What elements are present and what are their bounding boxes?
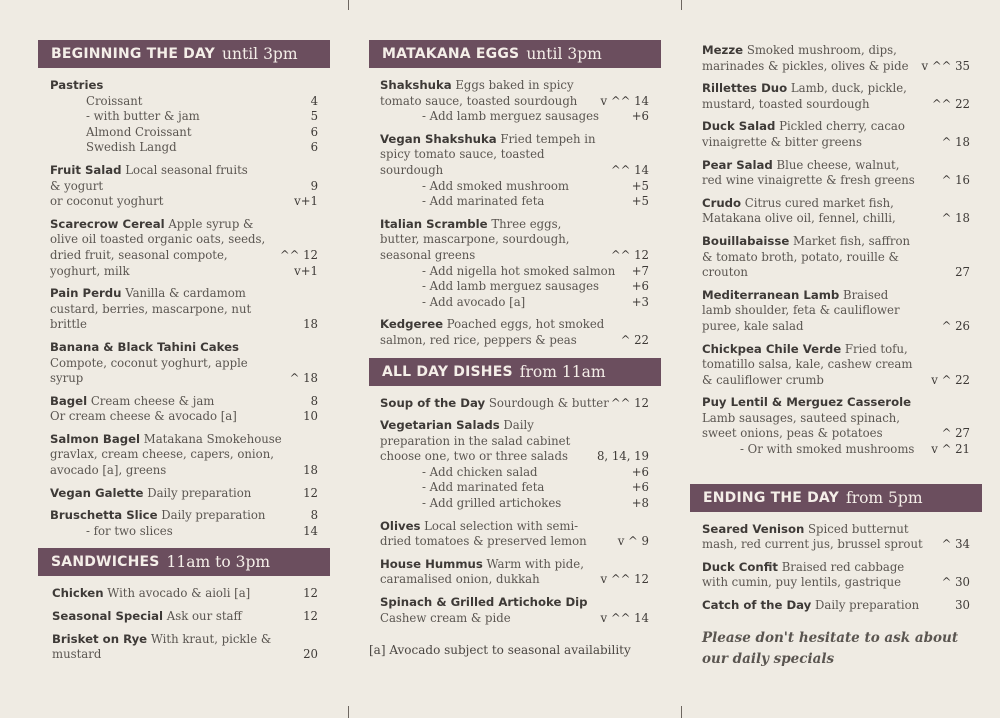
closing-line-2: our daily specials: [702, 650, 835, 667]
menu-item-olives: Olives Local selection with semi- dried tomatoes & preserved lemon v ^ 9: [380, 518, 649, 549]
section-subtitle: 11am to 3pm: [166, 553, 271, 572]
section-title: ALL DAY DISHES: [382, 363, 513, 380]
menu-item-bagel: Bagel Cream cheese & jam 8 Or cream cheese & avocado [a] 10: [50, 393, 318, 424]
menu-item-fruit-salad: Fruit Salad Local seasonal fruits & yogurt 9 or coconut yoghurt v+1: [50, 162, 318, 209]
fold-mark-bottom-left: [348, 706, 349, 718]
menu-item-chicken-sandwich: Chicken With avocado & aioli [a] 12: [52, 586, 318, 601]
section-header-ending-the-day: [690, 484, 982, 512]
section-header-sandwiches: [38, 548, 330, 576]
menu-column-1: [38, 40, 330, 663]
section-title: SANDWICHES: [51, 554, 160, 571]
section-subtitle: until 3pm: [526, 45, 602, 63]
menu-item-shakshuka: Shakshuka Eggs baked in spicy tomato sauce, toasted sourdough v ^^ 14 - Add lamb merguez sausages +6: [380, 78, 649, 124]
fold-mark-top-right: [681, 0, 682, 10]
menu-item-italian-scramble: Italian Scramble Three eggs, butter, mascarpone, sourdough, seasonal greens ^^ 12 - Add nigella hot smoked salmon +7 - Add lamb merguez sausages +6 - Add avocado [a] +3: [380, 216, 649, 309]
menu-item-seasonal-special: Seasonal Special Ask our staff 12: [52, 609, 318, 624]
section-header-matakana-eggs: [369, 40, 661, 68]
menu-item-duck-confit: Duck Confit Braised red cabbage with cumin, puy lentils, gastrique ^ 30: [702, 559, 970, 590]
item-name: Pastries: [50, 78, 104, 92]
menu-item-pain-perdu: Pain Perdu Vanilla & cardamom custard, berries, mascarpone, nut brittle 18: [50, 286, 318, 332]
menu-item-scarecrow-cereal: Scarecrow Cereal Apple syrup & olive oil toasted organic oats, seeds, dried fruit, seasonal compote, ^^ 12 yoghurt, milk v+1: [50, 216, 318, 278]
avocado-availability-note: [a] Avocado subject to seasonal availability: [369, 643, 631, 658]
menu-item-kedgeree: Kedgeree Poached eggs, hot smoked salmon, red rice, peppers & peas ^ 22: [380, 317, 649, 347]
menu-column-2: [369, 40, 661, 657]
section-header-beginning: [38, 40, 330, 68]
menu-item-catch-of-the-day: Catch of the Day Daily preparation 30: [702, 598, 970, 613]
menu-item-house-hummus: House Hummus Warm with pide, caramalised onion, dukkah v ^^ 12: [380, 556, 649, 587]
closing-line-1: Please don't hesitate to ask about: [702, 629, 959, 646]
section-subtitle: until 3pm: [222, 45, 298, 63]
menu-item-crudo: Crudo Citrus cured market fish, Matakana olive oil, fennel, chilli, ^ 18: [702, 195, 970, 226]
menu-item-brisket-on-rye: Brisket on Rye With kraut, pickle & mustard 20: [52, 631, 318, 662]
menu-item-vegan-galette: Vegan Galette Daily preparation 12: [50, 485, 318, 500]
section-title: MATAKANA EGGS: [382, 46, 520, 62]
menu-item-pear-salad: Pear Salad Blue cheese, walnut, red wine vinaigrette & fresh greens ^ 16: [702, 157, 970, 188]
menu-item-puy-lentil-casserole: Puy Lentil & Merguez Casserole Lamb sausages, sauteed spinach, sweet onions, peas & potatoes ^ 27 - Or with smoked mushrooms v ^ 21: [702, 395, 970, 457]
menu-item-duck-salad: Duck Salad Pickled cherry, cacao vinaigrette & bitter greens ^ 18: [702, 119, 970, 149]
section-subtitle: from 5pm: [845, 488, 923, 507]
menu-item-seared-venison: Seared Venison Spiced butternut mash, red current jus, brussel sprout ^ 34: [702, 521, 970, 552]
section-title: ENDING THE DAY: [703, 489, 839, 506]
menu-item-banana-tahini-cakes: Banana & Black Tahini Cakes Compote, coconut yoghurt, apple syrup ^ 18: [50, 339, 318, 386]
menu-item-soup-of-the-day: Soup of the Day Sourdough & butter ^^ 12: [380, 395, 649, 410]
menu-item-vegetarian-salads: Vegetarian Salads Daily preparation in the salad cabinet choose one, two or three salads 8, 14, 19 - Add chicken salad +6 - Add marinated feta +6 - Add grilled artichokes +8: [380, 418, 649, 511]
menu-item-spinach-artichoke-dip: Spinach & Grilled Artichoke Dip Cashew cream & pide v ^^ 14: [380, 595, 649, 625]
menu-item-rillettes-duo: Rillettes Duo Lamb, duck, pickle, mustard, toasted sourdough ^^ 22: [702, 81, 970, 111]
menu-item-mediterranean-lamb: Mediterranean Lamb Braised lamb shoulder, feta & cauliflower puree, kale salad ^ 26: [702, 287, 970, 333]
menu-item-chickpea-chile-verde: Chickpea Chile Verde Fried tofu, tomatillo salsa, kale, cashew cream & cauliflower crumb v ^ 22: [702, 341, 970, 387]
menu-item-bruschetta-slice: Bruschetta Slice Daily preparation 8 - for two slices 14: [50, 508, 318, 538]
fold-mark-bottom-right: [681, 706, 682, 718]
menu-item-vegan-shakshuka: Vegan Shakshuka Fried tempeh in spicy tomato sauce, toasted sourdough ^^ 14 - Add smoked mushroom +5 - Add marinated feta +5: [380, 131, 649, 209]
menu-item-pastries: Pastries Croissant 4 - with butter & jam 5 Almond Croissant 6 Swedish Langd 6: [50, 78, 318, 155]
menu-column-3: [690, 43, 982, 670]
section-subtitle: from 11am: [519, 362, 606, 381]
section-title: BEGINNING THE DAY: [51, 46, 216, 62]
menu-item-salmon-bagel: Salmon Bagel Matakana Smokehouse gravlax, cream cheese, capers, onion, avocado [a], greens 18: [50, 431, 318, 478]
fold-mark-top-left: [348, 0, 349, 10]
menu-item-bouillabaisse: Bouillabaisse Market fish, saffron & tomato broth, potato, rouille & crouton 27: [702, 233, 970, 280]
menu-item-mezze: Mezze Smoked mushroom, dips, marinades & pickles, olives & pide v ^^ 35: [702, 43, 970, 73]
section-header-all-day-dishes: [369, 358, 661, 386]
closing-message: [702, 628, 970, 670]
